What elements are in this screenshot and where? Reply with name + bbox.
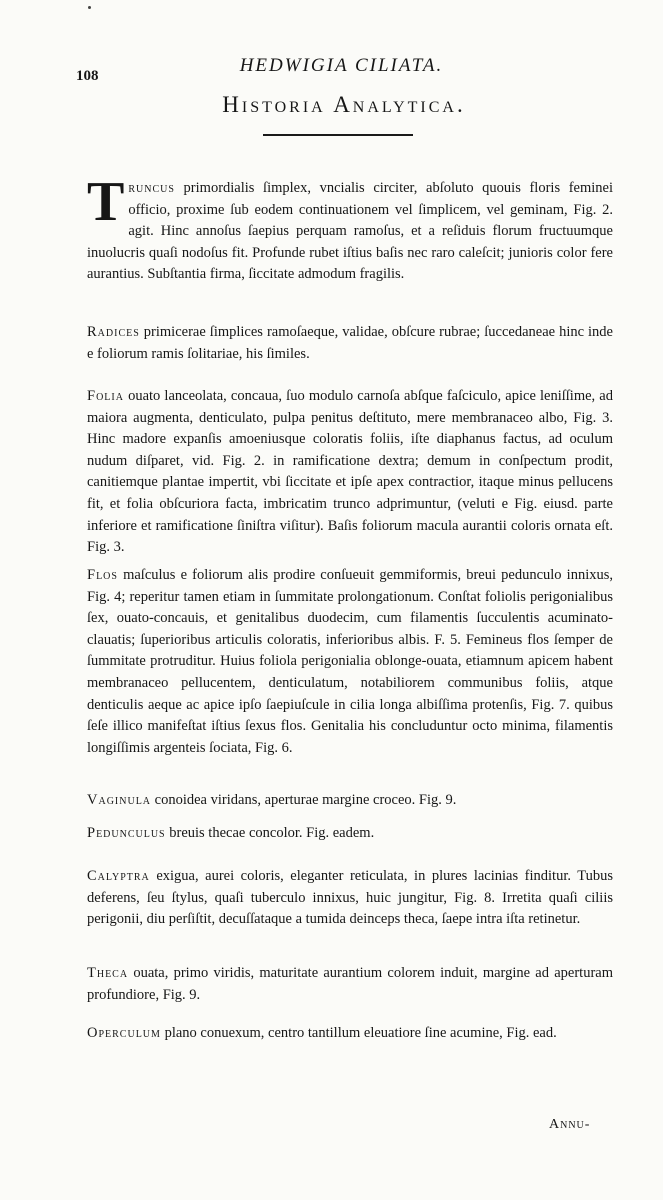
paragraph-text: exigua, aurei coloris, eleganter reticulata, in plures lacinias finditur. Tubus deferens, ſeu ſtylus, quaſi tuberculo innixus, huic jungitur, Fig. 8. Irretita quaſi ciliis perigonii, diu perſiſtit, decuſſataque a tumida deinceps theca, ſaepe intra iſta retinetur. [87, 868, 613, 928]
paragraph-lead: Flos [87, 567, 118, 583]
paragraph-text: ouato lanceolata, concaua, ſuo modulo carnoſa abſque faſciculo, apice leniſſime, ad maiora augmenta, denticulato, pulpa penitus deſtituto, mere membranaceo albo, Fig. 3. Hinc madore expanſis amoeniusque coloratis foliis, iſte diaphanus factus, ad oculum nudum diſparet, vid. Fig. 2. in ramificatione dextra; demum in conſpectum prodit, canitiemque plantae impertit, vbi ſiccitate et ipſe apex contractior, itaque minus pellucens fit, et folia obſcuriora facta, imbricatim trunco adprimuntur, (veluti e Fig. eiusd. parte inferiore et ramificatione ſiniſtra viſitur). Baſis foliorum macula aurantii coloris ornata eſt. Fig. 3. [87, 388, 613, 556]
paragraph-lead: Vaginula [87, 792, 152, 808]
drop-cap: T [87, 171, 125, 233]
paragraph-text: primordialis ſimplex, vncialis circiter, abſoluto quouis floris feminei officio, proxime ſub eodem continuationem vel ſimplicem, vel geminam, Fig. 2. agit. Hinc annoſus ſaepius perquam ramoſus, et a reſiduis florum fructuumque inuolucris quaſi nodoſus fit. Profunde rubet iſtius baſis nec raro caleſcit; junioris color fere aurantius. Subſtantia firma, ſiccitate admodum fragilis. [87, 180, 613, 283]
paragraph-text: conoidea viridans, aperturae margine croceo. Fig. 9. [151, 792, 457, 808]
paragraph-operculum [87, 1023, 613, 1045]
paragraph-lead: Pedunculus [87, 825, 166, 841]
paragraph-flos [87, 565, 613, 759]
paragraph-pedunculus [87, 823, 613, 845]
paragraph-theca [87, 963, 613, 1006]
paragraph-text: ouata, primo viridis, maturitate aurantium colorem induit, margine ad aperturam profundiore, Fig. 9. [87, 965, 613, 1003]
paragraph-text: primicerae ſimplices ramoſaeque, validae, obſcure rubrae; ſuccedaneae hinc inde e foliorum ramis ſolitariae, his ſimiles. [87, 324, 613, 362]
ink-speck [88, 6, 91, 9]
paragraph-lead: Theca [87, 965, 129, 981]
paragraph-calyptra [87, 866, 613, 931]
paragraph-folia [87, 386, 613, 559]
paragraph-lead: Folia [87, 388, 124, 404]
paragraph-radices [87, 322, 613, 365]
paragraph-lead: Radices [87, 324, 140, 340]
page-number: 108 [76, 68, 99, 84]
paragraph-lead: Calyptra [87, 868, 150, 884]
paragraph-text: breuis thecae concolor. Fig. eadem. [165, 825, 375, 841]
paragraph-vaginula [87, 790, 613, 812]
section-title: Historia Analytica. [222, 92, 466, 117]
paragraph-lead: runcus [128, 180, 175, 196]
running-head: HEDWIGIA CILIATA. [239, 55, 444, 76]
paragraph-truncus [87, 171, 613, 286]
catchword: Annu- [549, 1117, 591, 1132]
paragraph-lead: Operculum [87, 1025, 161, 1041]
title-rule [263, 134, 413, 136]
paragraph-text: maſculus e foliorum alis prodire conſueuit gemmiformis, breui pedunculo innixus, Fig. 4; reperitur tamen etiam in ſummitate prolongationum. Conſtat foliolis perigonialibus ſex, ouato-concauis, et genitalibus duodecim, cum filamentis ſucculentis acuminato-clauatis; ſuperioribus articulis coloratis, inferioribus albis. F. 5. Femineus flos ſemper de ſummitate protruditur. Huius foliola perigonialia oblonge-ouata, etiamnum apicem habent membranaceo pellucentem, denticulatum, notabiliorem communibus foliis, atque denticulis aeque ac apice ipſo ſaepiuſcule in cilia longa albiſſima protenſis, Fig. 7. quibus ſeſe illico manifeſtat iſtius ſexus flos. Genitalia his concluduntur octo minima, filamentis longiſſimis argenteis ſociata, Fig. 6. [87, 567, 613, 756]
paragraph-text: plano conuexum, centro tantillum eleuatiore ſine acumine, Fig. ead. [160, 1025, 557, 1041]
